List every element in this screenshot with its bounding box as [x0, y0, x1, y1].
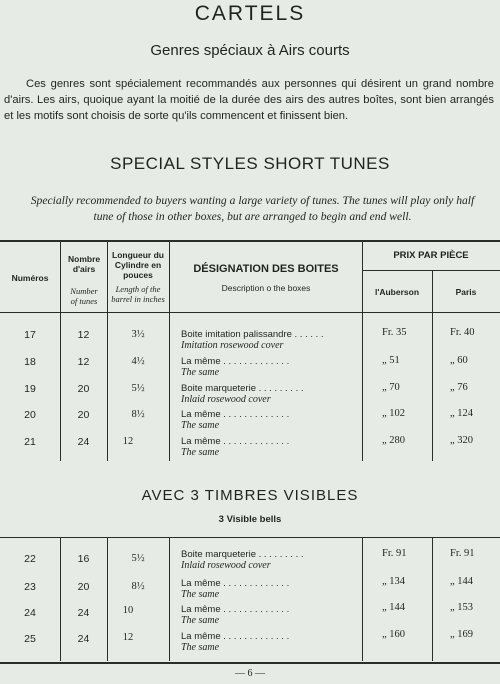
- page-subtitle: Genres spéciaux à Airs courts: [150, 42, 350, 59]
- table-top-rule: [0, 240, 500, 242]
- row-price-paris: „ 124: [450, 408, 474, 419]
- row-price-auberson: „ 160: [382, 629, 406, 640]
- english-title: SPECIAL STYLES SHORT TUNES: [110, 154, 390, 173]
- row-price-auberson: „ 280: [382, 435, 406, 446]
- row-airs: 16: [77, 553, 90, 565]
- row-number: 23: [24, 581, 36, 593]
- section-subtitle-3-bells: 3 Visible bells: [218, 514, 282, 525]
- row-price-paris: „ 60: [450, 355, 468, 366]
- row-price-auberson: „ 144: [382, 602, 406, 613]
- table2-col-divider: [432, 537, 433, 661]
- row-desc-fr: Boite marqueterie . . . . . . . . .: [181, 549, 304, 560]
- row-airs: 12: [77, 329, 90, 341]
- row-length: 12: [122, 632, 134, 643]
- row-price-paris: „ 144: [450, 576, 474, 587]
- table2-col-divider: [169, 537, 170, 661]
- table2-top-rule: [0, 537, 500, 538]
- row-desc-en: The same: [181, 420, 220, 431]
- row-airs: 12: [77, 356, 90, 368]
- row-airs: 20: [77, 383, 90, 395]
- row-desc-en: Imitation rosewood cover: [181, 340, 284, 351]
- header-length-barrel: Length of the barrel in inches: [111, 284, 165, 304]
- table-col-divider: [362, 241, 363, 461]
- row-length: 8½: [131, 581, 145, 592]
- row-number: 24: [24, 607, 36, 619]
- row-airs: 20: [77, 581, 90, 593]
- row-length: 3½: [131, 329, 145, 340]
- row-number: 18: [24, 356, 36, 368]
- row-desc-fr: La même . . . . . . . . . . . . .: [181, 436, 290, 447]
- row-airs: 24: [77, 607, 90, 619]
- row-desc-en: Inlaid rosewood cover: [181, 560, 271, 571]
- table2-bottom-rule: [0, 662, 500, 664]
- page-title: CARTELS: [194, 2, 306, 25]
- row-number: 17: [24, 329, 36, 341]
- price-header-rule: [362, 270, 500, 271]
- row-price-paris: Fr. 40: [450, 327, 475, 338]
- table-header-rule: [0, 312, 500, 313]
- row-desc-en: The same: [181, 589, 220, 600]
- header-auberson: l'Auberson: [374, 287, 420, 297]
- row-desc-fr: Boite marqueterie . . . . . . . . .: [181, 383, 304, 394]
- table2-col-divider: [362, 537, 363, 661]
- header-prix-par-piece: PRIX PAR PIÈCE: [393, 250, 469, 261]
- intro-paragraph-en: Specially recommended to buyers wanting a large variety of tunes. The tunes will play only half tune of those in other boxes, but are arranged to begin and end well.: [30, 194, 475, 223]
- row-desc-fr: La même . . . . . . . . . . . . .: [181, 604, 290, 615]
- row-desc-fr: La même . . . . . . . . . . . . .: [181, 631, 290, 642]
- row-desc-fr: La même . . . . . . . . . . . . .: [181, 356, 290, 367]
- header-designation: DÉSIGNATION DES BOITES: [193, 263, 339, 275]
- row-price-paris: „ 153: [450, 602, 474, 613]
- row-number: 21: [24, 436, 36, 448]
- header-paris: Paris: [455, 287, 477, 297]
- row-length: 4½: [131, 356, 145, 367]
- row-price-paris: „ 76: [450, 382, 468, 393]
- row-desc-fr: Boite imitation palissandre . . . . . .: [181, 329, 324, 340]
- row-airs: 24: [77, 633, 90, 645]
- row-length: 5½: [131, 553, 145, 564]
- row-number: 19: [24, 383, 36, 395]
- row-desc-en: Inlaid rosewood cover: [181, 394, 271, 405]
- row-airs: 24: [77, 436, 90, 448]
- row-desc-fr: La même . . . . . . . . . . . . .: [181, 409, 290, 420]
- intro-paragraph-fr: Ces genres sont spécialement recommandés aux personnes qui désirent un grand nombre d'airs. Les airs, quoique ayant la moitié de la durée des airs des autres boîtes, sont bien arrangés et les motifs sont choisis de sorte qu'ils commencent et finissent bien.: [4, 78, 494, 122]
- row-number: 25: [24, 633, 36, 645]
- row-price-paris: „ 320: [450, 435, 474, 446]
- header-number-of-tunes: Number of tunes: [70, 286, 98, 306]
- page-number: — 6 —: [235, 668, 265, 679]
- row-price-auberson: „ 70: [382, 382, 400, 393]
- row-number: 22: [24, 553, 36, 565]
- row-price-paris: „ 169: [450, 629, 474, 640]
- row-desc-en: The same: [181, 642, 220, 653]
- header-numeros: Numéros: [11, 273, 49, 283]
- row-price-auberson: Fr. 91: [382, 548, 407, 559]
- table-col-divider: [107, 241, 108, 461]
- row-length: 10: [122, 605, 134, 616]
- row-number: 20: [24, 409, 36, 421]
- header-description: Description o the boxes: [221, 283, 311, 293]
- row-price-auberson: Fr. 35: [382, 327, 407, 338]
- row-price-paris: Fr. 91: [450, 548, 475, 559]
- section-title-3-bells: AVEC 3 TIMBRES VISIBLES: [141, 487, 359, 504]
- row-price-auberson: „ 51: [382, 355, 400, 366]
- row-desc-en: The same: [181, 615, 220, 626]
- row-length: 8½: [131, 409, 145, 420]
- header-nombre-airs: Nombre d'airs: [68, 254, 101, 274]
- row-length: 5½: [131, 383, 145, 394]
- row-price-auberson: „ 134: [382, 576, 406, 587]
- row-desc-en: The same: [181, 447, 220, 458]
- row-airs: 20: [77, 409, 90, 421]
- row-length: 12: [122, 436, 134, 447]
- header-longueur: Longueur du Cylindre en pouces: [112, 250, 164, 280]
- table-col-divider: [432, 271, 433, 461]
- row-desc-fr: La même . . . . . . . . . . . . .: [181, 578, 290, 589]
- row-desc-en: The same: [181, 367, 220, 378]
- row-price-auberson: „ 102: [382, 408, 406, 419]
- table-col-divider: [60, 241, 61, 461]
